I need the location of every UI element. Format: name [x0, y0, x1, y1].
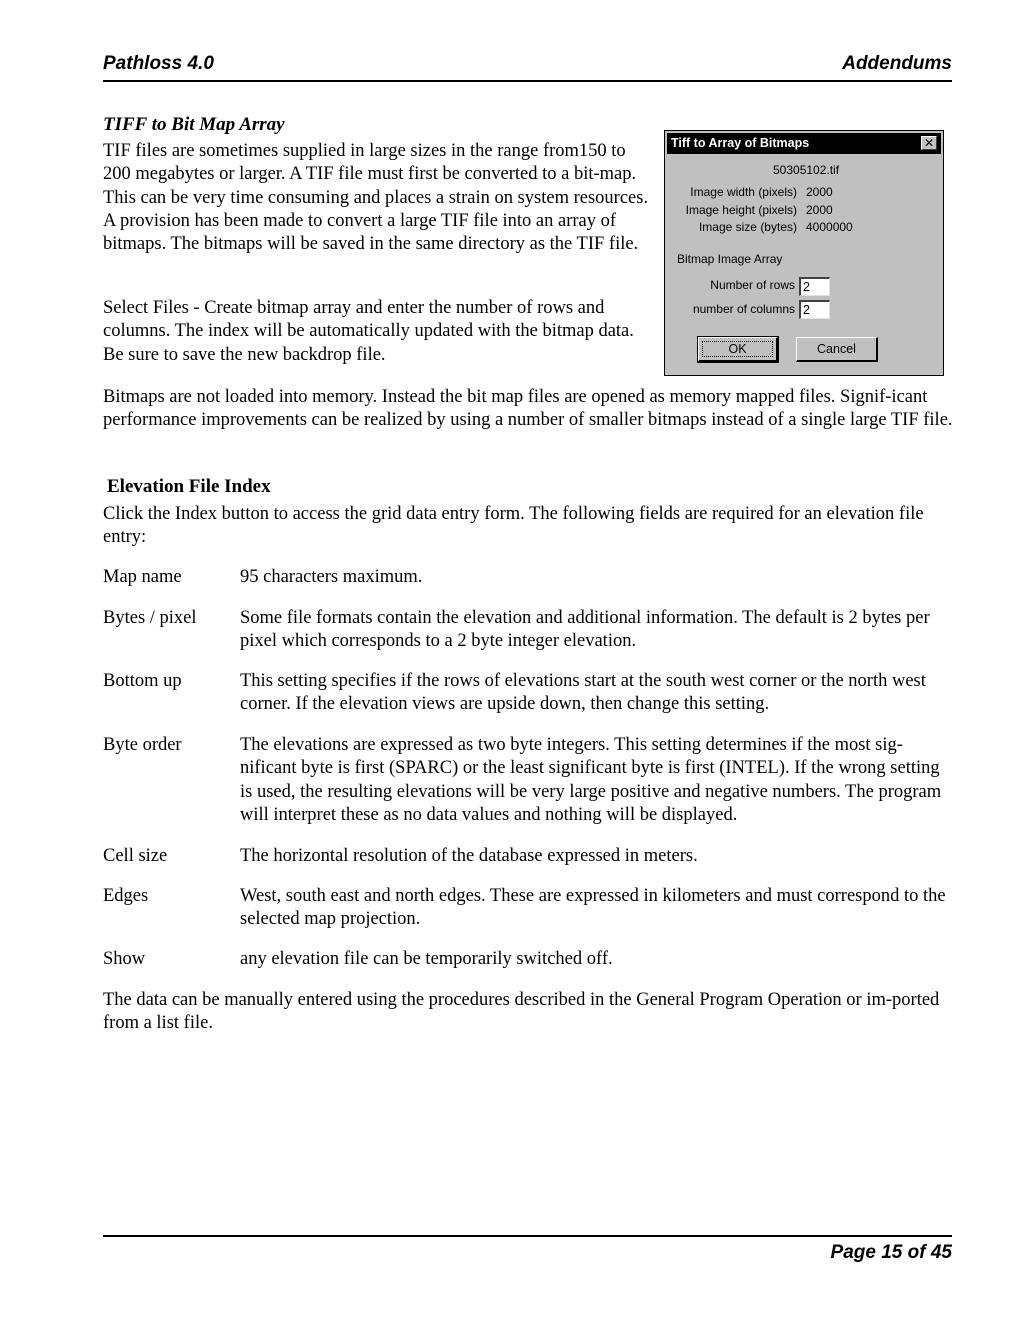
columns-label: number of columns — [692, 302, 795, 316]
field-definition: any elevation file can be temporarily switched off. — [240, 949, 613, 969]
field-term: Bytes / pixel — [103, 608, 197, 628]
image-size-value: 4000000 — [806, 220, 853, 234]
field-definition: West, south east and north edges. These are expressed in kilometers and must correspond to the selected map projection. — [240, 886, 946, 930]
image-height-value: 2000 — [806, 203, 833, 217]
field-term: Byte order — [103, 735, 182, 755]
paragraph-bitmaps-memory: Bitmaps are not loaded into memory. Instead the bit map files are opened as memory mapped files. Signif-icant performance improvements can be realized by using a number of smaller bitmaps instead of a single large TIF file. — [103, 387, 953, 431]
cancel-label: Cancel — [817, 342, 856, 356]
field-term: Cell size — [103, 846, 168, 866]
cancel-button[interactable] — [796, 337, 878, 362]
ok-label: OK — [728, 342, 747, 356]
section-title-elevation: Elevation File Index — [107, 476, 271, 497]
page-header — [103, 52, 952, 82]
paragraph-tiff-intro: TIF files are sometimes supplied in large sizes in the range from150 to 200 megabytes or larger. A TIF file must first be converted to a bit-map. This can be very time consuming and places a strain on system resources. A provision has been made to convert a large TIF file into an array of bitmaps. The bitmaps will be saved in the same directory as the TIF file. — [103, 141, 649, 255]
paragraph-elevation-outro: The data can be manually entered using the procedures described in the General Program Operation or im-ported from a list file. — [103, 990, 940, 1034]
page-number: Page 15 of 45 — [830, 1242, 952, 1263]
footer-rule — [103, 1235, 952, 1237]
rows-label: Number of rows — [710, 278, 795, 292]
field-term: Map name — [103, 567, 182, 587]
close-icon[interactable]: ✕ — [921, 136, 937, 150]
bitmap-array-group-label: Bitmap Image Array — [677, 252, 783, 266]
field-definition: Some file formats contain the elevation and additional information. The default is 2 bytes per pixel which corresponds to a 2 byte integer elevation. — [240, 608, 930, 652]
image-height-label: Image height (pixels) — [685, 203, 797, 217]
paragraph-tiff-steps: Select Files - Create bitmap array and enter the number of rows and columns. The index will be automatically updated with the bitmap data. Be sure to save the new backdrop file. — [103, 298, 634, 365]
field-definition: The elevations are expressed as two byte integers. This setting determines if the most sig-nificant byte is first (SPARC) or the least significant byte is first (INTEL). If the wrong setting is used, the resulting elevations will be very large positive and negative numbers. The program will interpret these as no data values and nothing will be displayed. — [240, 735, 942, 825]
field-term: Show — [103, 949, 146, 969]
rows-input[interactable]: 2 — [799, 277, 830, 296]
ok-button[interactable] — [698, 337, 778, 362]
field-definition: This setting specifies if the rows of elevations start at the south west corner or the north west corner. If the elevation views are upside down, then change this setting. — [240, 671, 926, 715]
header-title: Pathloss 4.0 — [103, 53, 214, 74]
field-term: Edges — [103, 886, 149, 906]
dialog-filename: 50305102.tif — [773, 163, 840, 177]
section-title-tiff: TIFF to Bit Map Array — [103, 114, 285, 135]
image-width-value: 2000 — [806, 185, 833, 199]
field-definition: The horizontal resolution of the database expressed in meters. — [240, 846, 698, 866]
tiff-dialog — [664, 130, 944, 376]
header-section: Addendums — [842, 53, 952, 74]
dialog-title: Tiff to Array of Bitmaps — [671, 136, 810, 150]
ok-focus-rect — [702, 341, 773, 357]
paragraph-elevation-intro: Click the Index button to access the grid data entry form. The following fields are required for an elevation file entry: — [103, 504, 924, 548]
columns-input[interactable]: 2 — [799, 300, 830, 319]
dialog-titlebar — [667, 133, 941, 154]
image-width-label: Image width (pixels) — [690, 185, 797, 199]
field-term: Bottom up — [103, 671, 182, 691]
field-definition: 95 characters maximum. — [240, 567, 423, 587]
image-size-label: Image size (bytes) — [698, 220, 797, 234]
